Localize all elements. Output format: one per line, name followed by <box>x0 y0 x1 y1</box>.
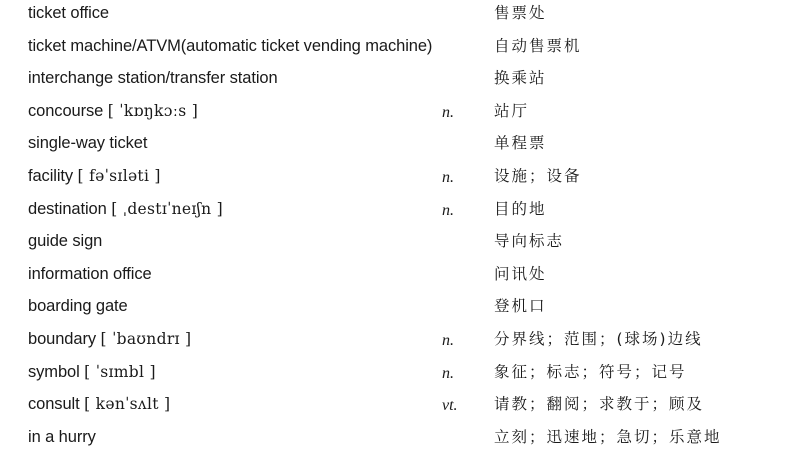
term-word: concourse <box>28 101 104 120</box>
vocab-term <box>28 326 191 352</box>
phonetic-transcription: [ ˌdestɪˈneɪʃn ] <box>111 199 224 218</box>
vocab-term <box>28 163 161 189</box>
chinese-meaning: 立刻；迅速地；急切；乐意地 <box>494 427 722 446</box>
part-of-speech: vt. <box>442 397 458 415</box>
part-of-speech: n. <box>442 331 454 349</box>
term-word: facility <box>28 166 74 185</box>
vocab-entry <box>28 0 788 33</box>
phonetic-transcription: [ ˈbaʊndrɪ ] <box>100 329 192 348</box>
vocab-entry <box>28 261 788 294</box>
term-word: boarding gate <box>28 297 128 316</box>
vocab-entry <box>28 228 788 261</box>
term-word: symbol <box>28 362 80 381</box>
phonetic-transcription: [ ˈsɪmbl ] <box>84 362 156 381</box>
vocab-term <box>28 98 198 124</box>
vocab-term <box>28 261 152 287</box>
vocab-term <box>28 391 170 417</box>
vocab-entry <box>28 424 788 457</box>
vocab-term <box>28 0 109 26</box>
term-word: ticket machine/ATVM(automatic ticket vending machine) <box>28 36 433 55</box>
vocab-term <box>28 65 278 91</box>
chinese-meaning: 分界线；范围；(球场)边线 <box>494 329 703 348</box>
vocab-entry <box>28 163 788 196</box>
chinese-meaning: 目的地 <box>494 199 547 218</box>
term-word: guide sign <box>28 232 103 251</box>
vocab-term <box>28 196 223 222</box>
vocab-term <box>28 293 128 319</box>
part-of-speech: n. <box>442 103 454 121</box>
vocab-term <box>28 130 147 156</box>
chinese-meaning: 设施；设备 <box>494 166 582 185</box>
phonetic-transcription: [ ˈkɒŋkɔːs ] <box>107 101 199 120</box>
vocab-entry <box>28 293 788 326</box>
vocab-entry <box>28 359 788 392</box>
chinese-meaning: 导向标志 <box>494 232 565 251</box>
vocab-entry <box>28 33 788 66</box>
phonetic-transcription: [ kənˈsʌlt ] <box>84 395 171 414</box>
vocab-term <box>28 228 102 254</box>
term-word: in a hurry <box>28 427 96 446</box>
part-of-speech: n. <box>442 364 454 382</box>
chinese-meaning: 换乘站 <box>494 69 547 88</box>
chinese-meaning: 站厅 <box>494 101 530 120</box>
phonetic-transcription: [ fəˈsɪləti ] <box>77 166 161 185</box>
chinese-meaning: 象征；标志；符号；记号 <box>494 362 687 381</box>
term-word: information office <box>28 264 152 283</box>
term-word: destination <box>28 199 107 218</box>
vocabulary-list <box>28 0 788 456</box>
chinese-meaning: 自动售票机 <box>494 36 582 55</box>
part-of-speech: n. <box>442 168 454 186</box>
vocab-term <box>28 359 156 385</box>
vocab-entry <box>28 391 788 424</box>
vocab-entry <box>28 130 788 163</box>
term-word: interchange station/transfer station <box>28 69 278 88</box>
term-word: single-way ticket <box>28 134 148 153</box>
vocab-entry <box>28 98 788 131</box>
term-word: ticket office <box>28 4 109 22</box>
term-word: boundary <box>28 329 97 348</box>
chinese-meaning: 单程票 <box>494 134 547 153</box>
term-word: consult <box>28 395 80 414</box>
vocab-term <box>28 424 96 450</box>
part-of-speech: n. <box>442 201 454 219</box>
chinese-meaning: 问讯处 <box>494 264 547 283</box>
vocab-entry <box>28 326 788 359</box>
chinese-meaning: 登机口 <box>494 297 547 316</box>
chinese-meaning: 请教；翻阅；求教于；顾及 <box>494 395 705 414</box>
vocab-entry <box>28 196 788 229</box>
vocab-entry <box>28 65 788 98</box>
chinese-meaning: 售票处 <box>494 4 547 22</box>
vocab-term <box>28 33 432 59</box>
